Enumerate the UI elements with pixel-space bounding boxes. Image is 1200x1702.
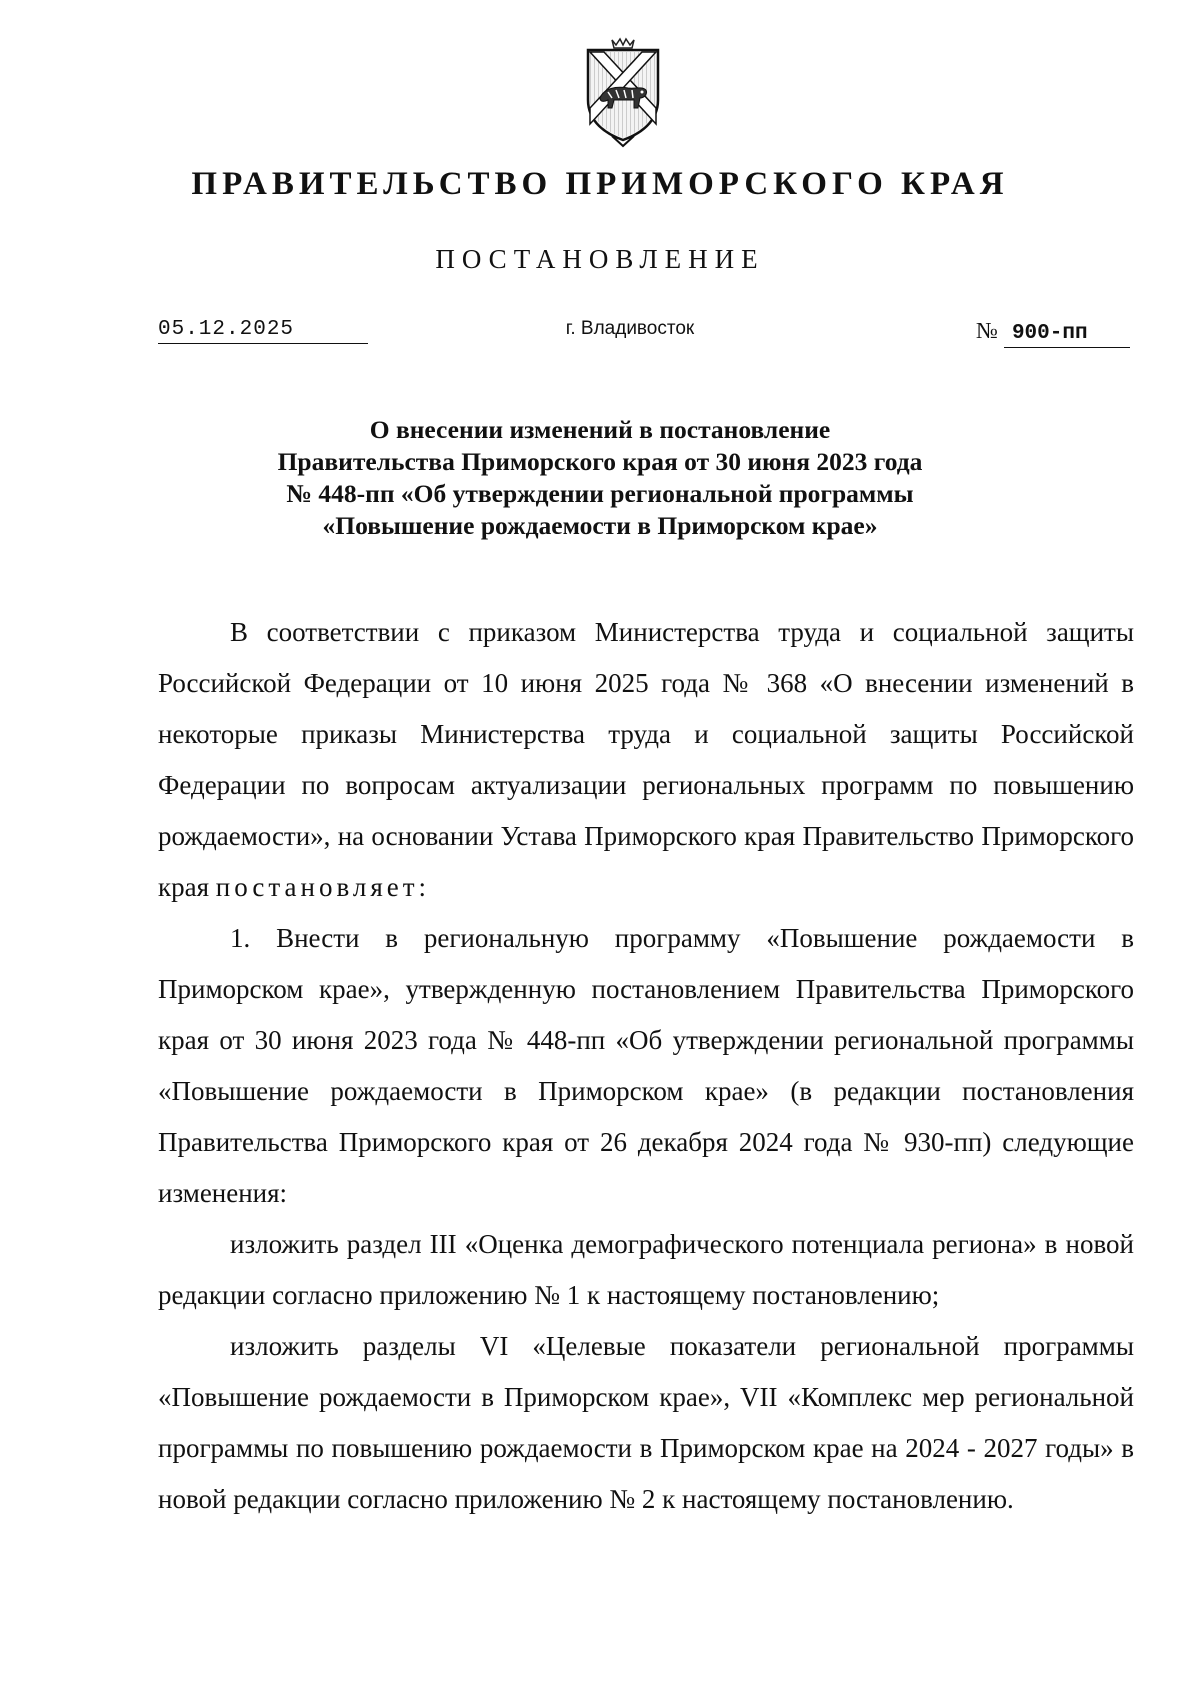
title-line: № 448-пп «Об утверждении региональной программы [286, 479, 914, 508]
preamble-text: В соответствии с приказом Министерства труда и социальной защиты Российской Федерации от 10 июня 2025 года № 368 «О внесении изменений в некоторые приказы Министерства труда и социальной защиты Российской Федерации по вопросам актуализации региональных программ по повышению рождаемости», на основании Устава Приморского края Правительство Приморского края [158, 617, 1134, 902]
amendment-paragraph: изложить раздел III «Оценка демографического потенциала региона» в новой редакции согласно приложению № 1 к настоящему постановлению; [158, 1229, 1134, 1310]
document-title [0, 414, 1200, 542]
resolves-word: постановляет: [215, 872, 431, 902]
number-sign: № [976, 318, 998, 343]
document-number [976, 318, 1130, 348]
document-type: ПОСТАНОВЛЕНИЕ [435, 244, 765, 274]
document-city: г. Владивосток [565, 318, 695, 339]
number-value: 900-пп [1004, 322, 1130, 348]
document-date: 05.12.2025 [158, 318, 368, 344]
amendment-paragraph: изложить разделы VI «Целевые показатели региональной программы «Повышение рождаемости в Приморском крае», VII «Комплекс мер региональной программы по повышению рождаемости в Приморском крае на 2024 - 2027 годы» в новой редакции согласно приложению № 2 к настоящему постановлению. [158, 1331, 1134, 1514]
coat-of-arms-emblem [582, 36, 664, 148]
preamble-paragraph [158, 607, 1134, 913]
title-line: Правительства Приморского края от 30 июня 2023 года [277, 447, 923, 476]
organization-name: ПРАВИТЕЛЬСТВО ПРИМОРСКОГО КРАЯ [191, 166, 1009, 202]
document-body [158, 607, 1134, 1525]
title-line: «Повышение рождаемости в Приморском крае» [322, 511, 878, 540]
clause-paragraph: 1. Внести в региональную программу «Повышение рождаемости в Приморском крае», утвержденную постановлением Правительства Приморского края от 30 июня 2023 года № 448-пп «Об утверждении региональной программы «Повышение рождаемости в Приморском крае» (в редакции постановления Правительства Приморского края от 26 декабря 2024 года № 930-пп) следующие изменения: [158, 923, 1134, 1208]
title-line: О внесении изменений в постановление [369, 415, 831, 444]
